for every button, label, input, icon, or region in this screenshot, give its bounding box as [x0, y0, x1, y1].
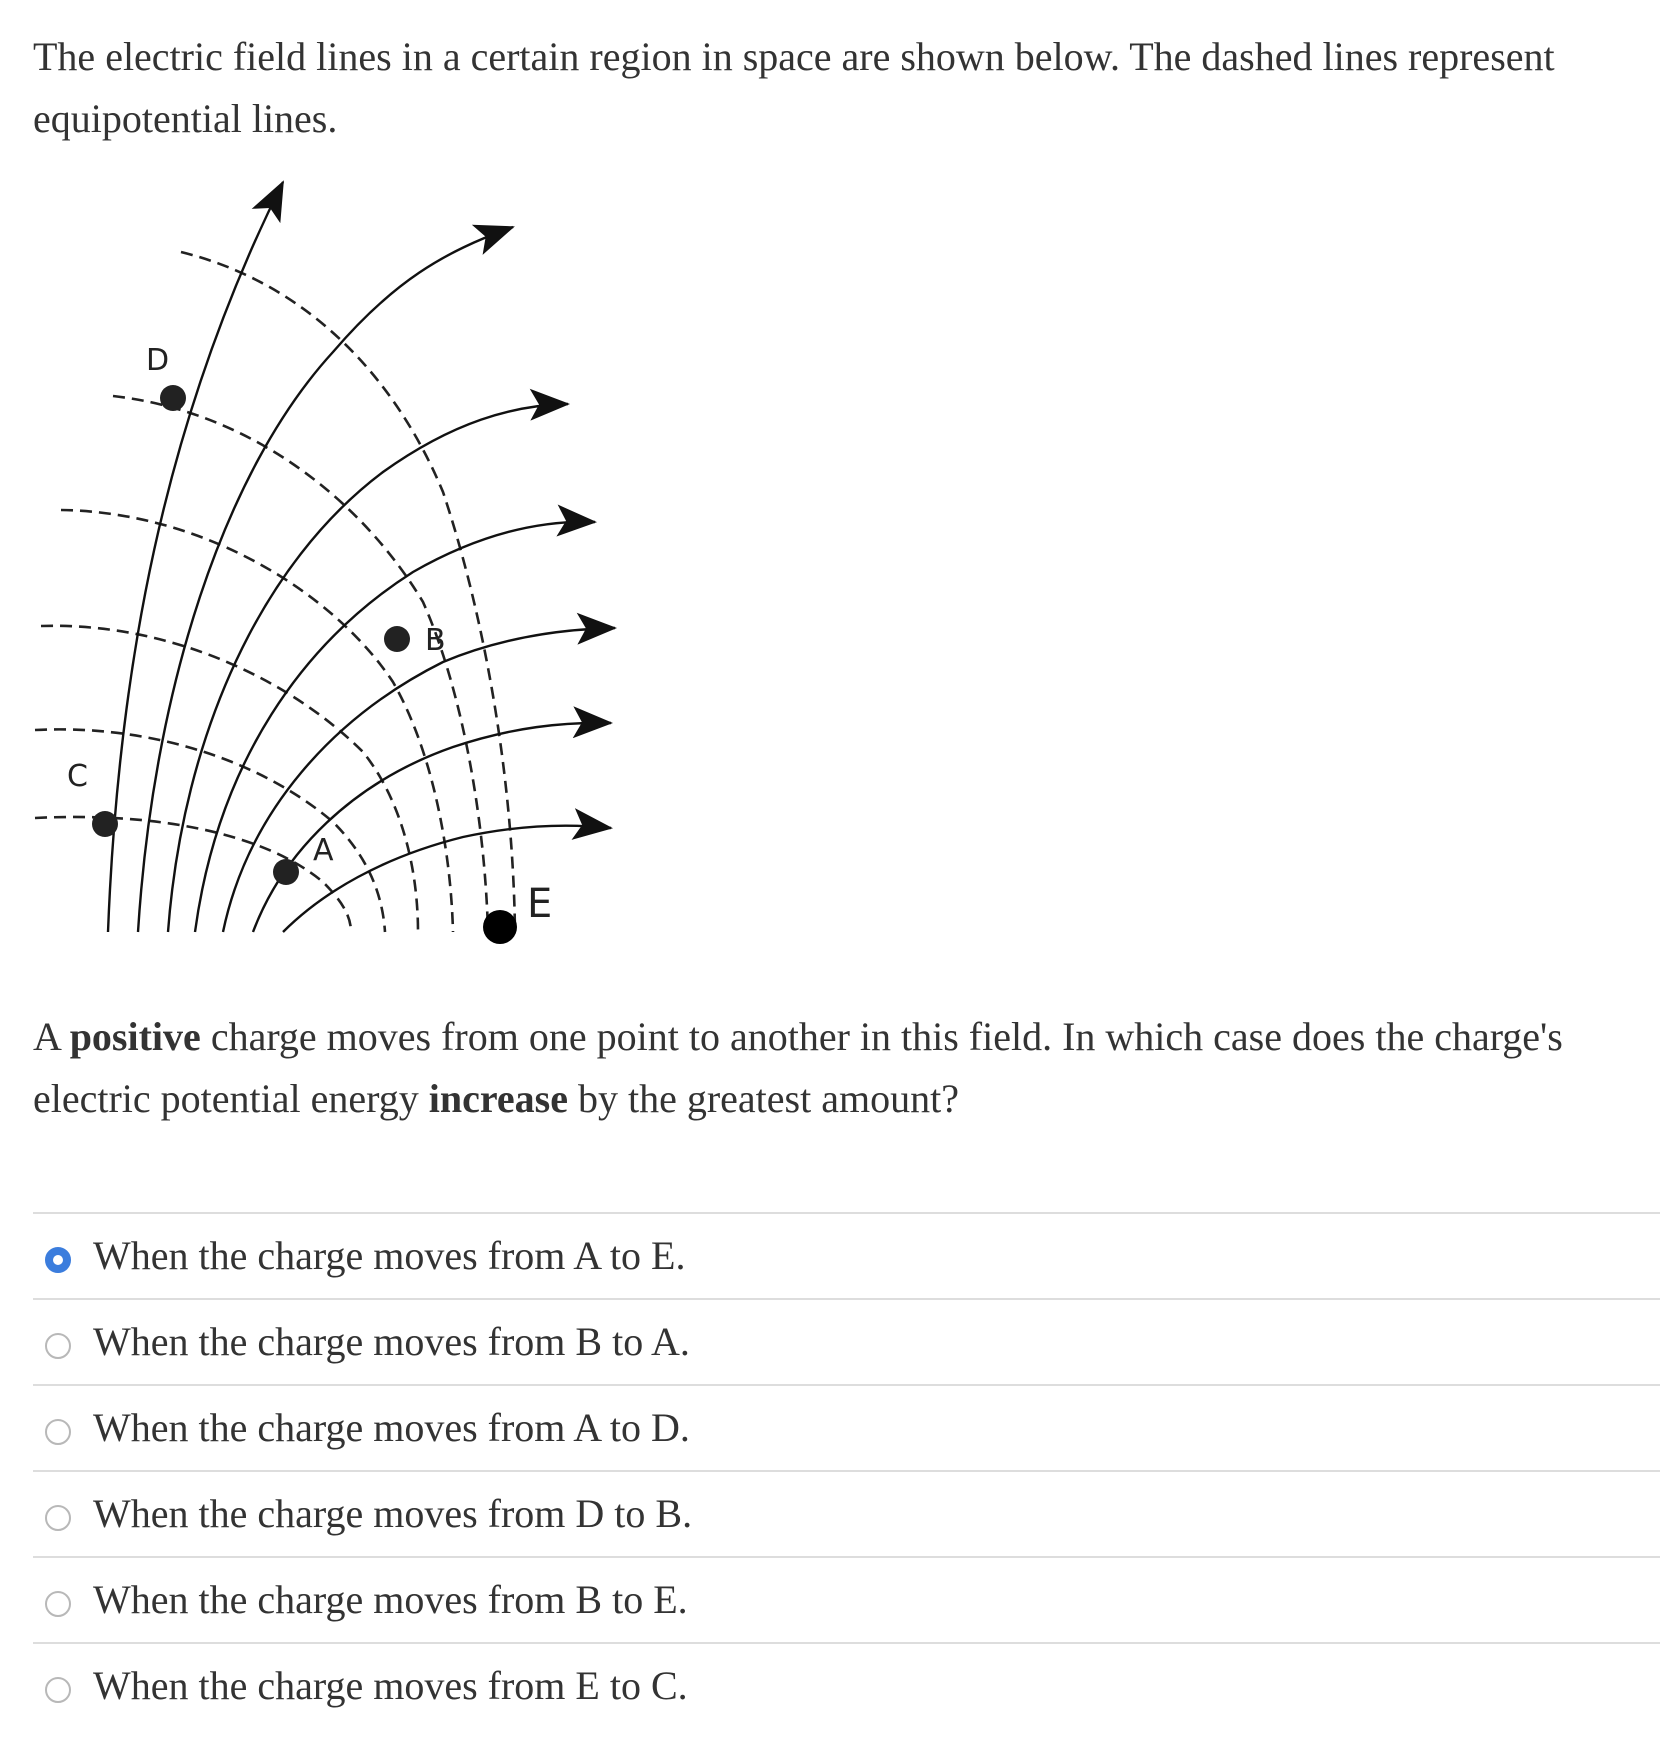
answer-option[interactable] [33, 1212, 1660, 1298]
radio-button[interactable] [45, 1419, 71, 1445]
field-line [168, 404, 568, 932]
prompt-text-2: charge moves from one point to another in this field. In which case does the charge's electric potential energy [33, 1014, 1563, 1121]
option-label: When the charge moves from B to A. [93, 1319, 690, 1364]
field-line [223, 628, 615, 932]
equipotential-line [41, 626, 418, 932]
radio-button[interactable] [45, 1677, 71, 1703]
answer-option[interactable] [33, 1556, 1660, 1642]
prompt-emphasis-positive: positive [69, 1014, 201, 1059]
point-A [273, 833, 334, 885]
option-label: When the charge moves from D to B. [93, 1491, 693, 1536]
answer-option[interactable] [33, 1470, 1660, 1556]
point-label-B: B [425, 623, 446, 658]
field-lines-diagram [33, 172, 723, 982]
equipotential-line [181, 252, 515, 932]
equipotential-line [61, 510, 453, 932]
answer-option[interactable] [33, 1384, 1660, 1470]
point-label-D: D [146, 343, 170, 378]
field-line [253, 723, 611, 932]
radio-button[interactable] [45, 1333, 71, 1359]
answer-option[interactable] [33, 1298, 1660, 1384]
field-line [138, 227, 513, 932]
prompt-text-1: A [33, 1014, 70, 1059]
field-lines-figure [33, 172, 723, 982]
answer-option[interactable] [33, 1642, 1660, 1728]
radio-button[interactable] [45, 1505, 71, 1531]
point-C [67, 759, 118, 837]
field-lines [108, 182, 615, 932]
radio-button-selected[interactable] [45, 1247, 71, 1273]
point-B [384, 623, 446, 658]
question-intro: The electric field lines in a certain region in space are shown below. The dashed lines represent equipotential lines. [33, 34, 1555, 141]
point-D [146, 343, 186, 411]
point-label-E: E [527, 881, 553, 927]
option-label: When the charge moves from E to C. [93, 1663, 688, 1708]
point-label-A: A [313, 833, 334, 868]
point-E [483, 881, 552, 944]
point-label-C: C [67, 759, 88, 794]
option-label: When the charge moves from B to E. [93, 1577, 688, 1622]
question-prompt [33, 1006, 1653, 1130]
prompt-text-3: by the greatest amount? [567, 1076, 959, 1121]
prompt-emphasis-increase: increase [428, 1076, 568, 1121]
option-label: When the charge moves from A to D. [93, 1405, 690, 1450]
option-label: When the charge moves from A to E. [93, 1233, 686, 1278]
radio-button[interactable] [45, 1591, 71, 1617]
answer-options [33, 1212, 1660, 1728]
